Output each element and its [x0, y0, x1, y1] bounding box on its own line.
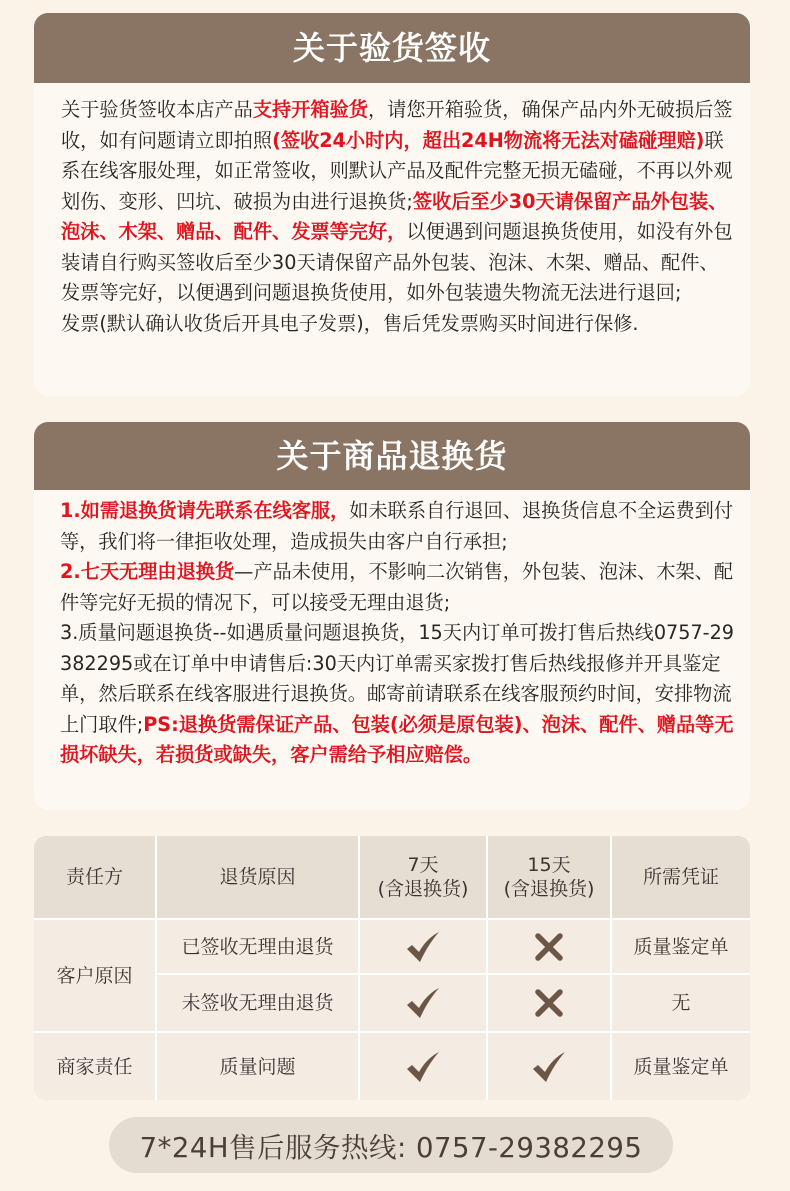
- table-party-customer: 客户原因: [34, 918, 155, 1031]
- table-cell-reason: 质量问题: [155, 1031, 358, 1100]
- cross-icon: [534, 932, 564, 962]
- service-hotline-banner: 7*24H售后服务热线: 0757-29382295: [109, 1117, 673, 1173]
- body-text: —产品未使用，不影响二次销售，外包装、泡沫、木架、配件等完好无损的情况下，可以接受无理由退货;: [60, 560, 734, 614]
- table-header-proof: 所需凭证: [610, 836, 750, 918]
- table-cell-7day: [358, 973, 486, 1031]
- table-cell-proof: 质量鉴定单: [610, 918, 750, 973]
- emphasis-text: 2.七天无理由退换货: [60, 560, 235, 583]
- check-icon: [530, 1050, 568, 1084]
- return-policy-table: [34, 836, 750, 1100]
- table-cell-15day: [486, 918, 610, 973]
- check-icon: [404, 930, 442, 964]
- table-cell-15day: [486, 1031, 610, 1100]
- table-header-party: 责任方: [34, 836, 155, 918]
- body-text: 3.质量问题退换货--如遇质量问题退换货，15天内订单可拨打售后热线0757-29382295或在订单中申请售后:30天内订单需买家拨打售后热线报修并开具鉴定单，然后联系在线客服进行退换货。邮寄前请联系在线客服预约时间，安排物流上门取件;: [60, 621, 734, 736]
- table-header-reason: 退货原因: [155, 836, 358, 918]
- table-header-7day: 7天 (含退换货): [358, 836, 486, 918]
- emphasis-text: PS:退换货需保证产品、包装(必须是原包装)、泡沫、配件、赠品等无损坏缺失，若损货或缺失，客户需给予相应赔偿。: [60, 712, 734, 766]
- body-text: 关于验货签收本店产品: [61, 98, 253, 121]
- emphasis-text: (签收24小时内，超出24H物流将无法对磕碰理赔): [272, 128, 705, 152]
- body-text: 联系在线客服处理，如正常签收，则默认产品及配件完整无损无磕碰，不再以外观划伤、变形、凹坑、破损为由进行退换货;: [61, 128, 733, 213]
- table-cell-proof: 质量鉴定单: [610, 1031, 750, 1100]
- returns-text: [34, 490, 750, 771]
- inspection-panel: [34, 13, 750, 396]
- table-cell-proof: 无: [610, 973, 750, 1031]
- table-cell-15day: [486, 973, 610, 1031]
- check-icon: [404, 986, 442, 1020]
- body-text: 发票(默认确认收货后开具电子发票)，售后凭发票购买时间进行保修.: [61, 311, 639, 335]
- check-icon: [404, 1050, 442, 1084]
- cross-icon: [534, 988, 564, 1018]
- body-text: 以便遇到问题退换货使用，如没有外包装请自行购买签收后至少30天请保留产品外包装、泡沫、木架、赠品、配件、发票等完好，以便遇到问题退换货使用，如外包装遗失物流无法进行退回;: [61, 220, 733, 304]
- table-party-merchant: 商家责任: [34, 1031, 155, 1100]
- table-cell-reason: 未签收无理由退货: [155, 973, 358, 1031]
- inspection-text: [34, 83, 750, 339]
- emphasis-text: 1.如需退换货请先联系在线客服，: [60, 499, 350, 522]
- inspection-title: 关于验货签收: [34, 13, 750, 83]
- emphasis-text: 签收后至少30天请保留产品外包装、泡沫、木架、赠品、配件、发票等完好，: [61, 189, 728, 243]
- body-text: ，请您开箱验货，确保产品内外无破损后签收，如有问题请立即拍照: [61, 98, 733, 152]
- table-header-15day: 15天 (含退换货): [486, 836, 610, 918]
- body-text: 如未联系自行退回、退换货信息不全运费到付等，我们将一律拒收处理，造成损失由客户自行承担;: [60, 499, 734, 553]
- table-cell-reason: 已签收无理由退货: [155, 918, 358, 973]
- table-cell-7day: [358, 918, 486, 973]
- emphasis-text: 支持开箱验货: [252, 98, 368, 121]
- returns-title: 关于商品退换货: [34, 422, 750, 490]
- returns-panel: [34, 422, 750, 810]
- table-cell-7day: [358, 1031, 486, 1100]
